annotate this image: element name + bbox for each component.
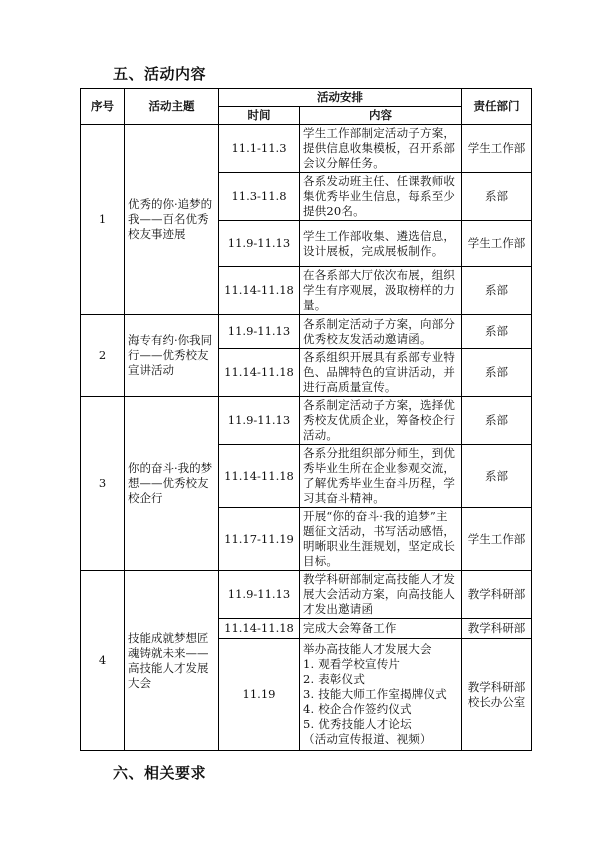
row-number: 1 [81, 125, 125, 315]
activity-theme: 技能成就梦想匠魂铸就未来——高技能人才发展大会 [125, 571, 219, 751]
time-cell: 11.17-11.19 [219, 508, 300, 571]
header-no: 序号 [81, 89, 125, 125]
time-cell: 11.14-11.18 [219, 619, 300, 639]
content-line: 2. 表彰仪式 [303, 672, 366, 686]
content-line: （活动宣传报道、视频） [303, 732, 432, 746]
activity-theme: 你的奋斗·我的梦想——优秀校友校企行 [125, 397, 219, 571]
content-cell: 各系组织开展具有系部专业特色、品牌特色的宣讲活动，并进行高质量宣传。 [300, 349, 462, 397]
content-line: 5. 优秀技能人才论坛 [303, 717, 412, 731]
time-cell: 11.14-11.18 [219, 349, 300, 397]
row-number: 4 [81, 571, 125, 751]
content-line: 1. 观看学校宣传片 [303, 657, 401, 671]
section-six-title: 六、相关要求 [113, 764, 207, 782]
table-row [81, 571, 532, 619]
time-cell: 11.9-11.13 [219, 397, 300, 445]
dept-cell: 系部 [462, 267, 532, 315]
dept-cell: 系部 [462, 445, 532, 508]
content-line: 3. 技能大师工作室揭牌仪式 [303, 687, 447, 701]
table-row [81, 125, 532, 173]
content-cell: 完成大会筹备工作 [300, 619, 462, 639]
content-cell: 教学科研部制定高技能人才发展大会活动方案，向高技能人才发出邀请函 [300, 571, 462, 619]
dept-cell: 教学科研部 [462, 619, 532, 639]
header-arrangement: 活动安排 [219, 89, 462, 107]
dept-cell: 学生工作部 [462, 125, 532, 173]
header-time: 时间 [219, 107, 300, 125]
content-line: 举办高技能人才发展大会 [303, 642, 432, 656]
row-number: 2 [81, 315, 125, 397]
dept-cell: 系部 [462, 173, 532, 221]
time-cell: 11.14-11.18 [219, 267, 300, 315]
time-cell: 11.19 [219, 639, 300, 751]
content-cell-list [300, 639, 462, 751]
header-theme: 活动主题 [125, 89, 219, 125]
time-cell: 11.1-11.3 [219, 125, 300, 173]
content-cell: 各系制定活动子方案，选择优秀校友优质企业，筹备校企行活动。 [300, 397, 462, 445]
dept-cell: 系部 [462, 349, 532, 397]
dept-cell: 学生工作部 [462, 221, 532, 267]
content-cell: 开展“你的奋斗·我的追梦”主题征文活动，书写活动感悟，明晰职业生涯规划，坚定成长目标。 [300, 508, 462, 571]
content-line: 4. 校企合作签约仪式 [303, 702, 412, 716]
dept-line: 教学科研部 [467, 679, 526, 694]
dept-cell: 学生工作部 [462, 508, 532, 571]
time-cell: 11.9-11.13 [219, 571, 300, 619]
time-cell: 11.9-11.13 [219, 315, 300, 349]
time-cell: 11.14-11.18 [219, 445, 300, 508]
dept-cell: 系部 [462, 315, 532, 349]
header-dept: 责任部门 [462, 89, 532, 125]
content-cell: 各系制定活动子方案，向部分优秀校友发活动邀请函。 [300, 315, 462, 349]
content-cell: 学生工作部收集、遴选信息，设计展板，完成展板制作。 [300, 221, 462, 267]
activity-theme: 海专有约·你我同行——优秀校友宣讲活动 [125, 315, 219, 397]
dept-cell: 系部 [462, 397, 532, 445]
dept-cell [462, 639, 532, 751]
content-cell: 各系分批组织部分师生，到优秀毕业生所在企业参观交流，了解优秀毕业生奋斗历程，学习其奋斗精神。 [300, 445, 462, 508]
content-cell: 学生工作部制定活动子方案，提供信息收集模板，召开系部会议分解任务。 [300, 125, 462, 173]
time-cell: 11.9-11.13 [219, 221, 300, 267]
header-content: 内容 [300, 107, 462, 125]
section-five-title: 五、活动内容 [113, 65, 207, 83]
activity-table [80, 88, 532, 751]
table-row [81, 315, 532, 349]
content-cell: 各系发动班主任、任课教师收集优秀毕业生信息，每系至少提供20名。 [300, 173, 462, 221]
dept-cell: 教学科研部 [462, 571, 532, 619]
time-cell: 11.3-11.8 [219, 173, 300, 221]
row-number: 3 [81, 397, 125, 571]
activity-theme: 优秀的你·追梦的我——百名优秀校友事迹展 [125, 125, 219, 315]
content-cell: 在各系部大厅依次布展，组织学生有序观展，汲取榜样的力量。 [300, 267, 462, 315]
dept-line: 校长办公室 [467, 694, 526, 709]
table-row [81, 397, 532, 445]
